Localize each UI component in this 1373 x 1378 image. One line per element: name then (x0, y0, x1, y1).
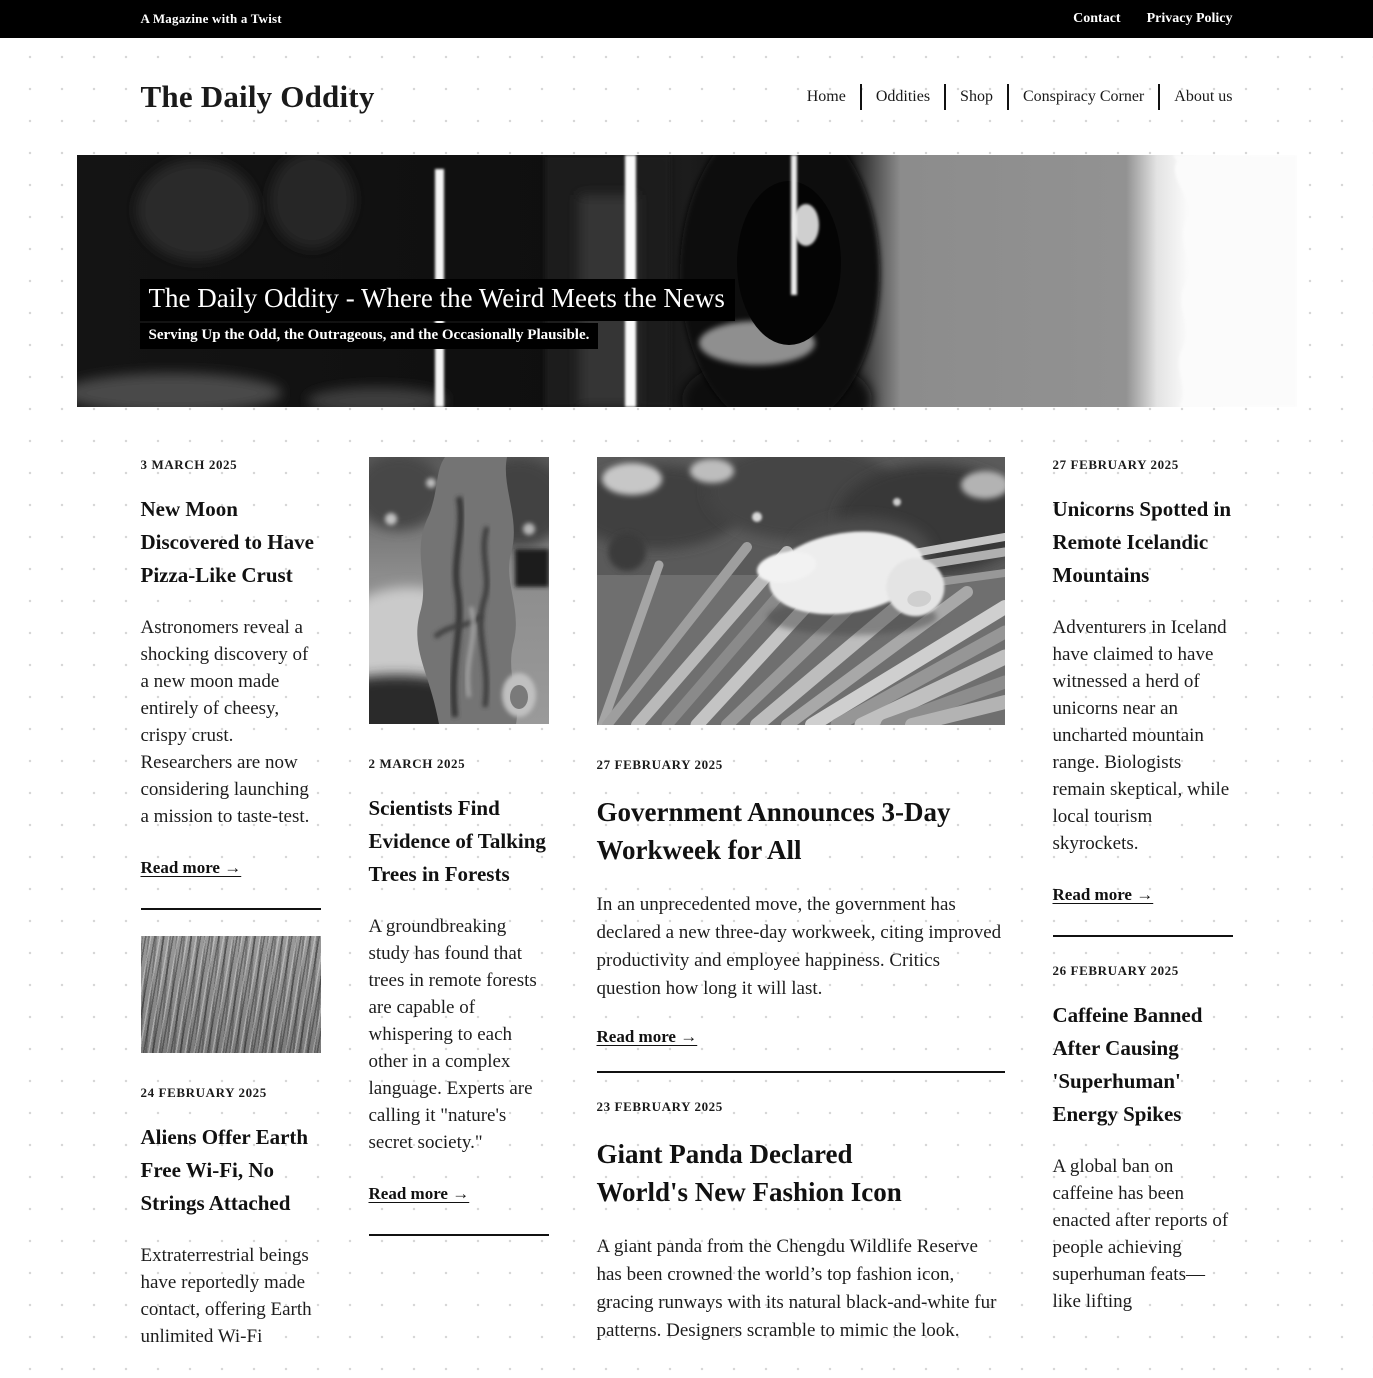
article-image-gnarled-tree[interactable] (369, 457, 549, 724)
article-card (141, 936, 321, 1350)
article-card (1053, 963, 1233, 1315)
hero-banner (77, 155, 1297, 407)
article-date: 27 FEBRUARY 2025 (1052, 457, 1179, 472)
site-title[interactable]: The Daily Oddity (140, 78, 375, 114)
article-excerpt: A giant panda from the Chengdu Wildlife Reserve has been crowned the world’s top fashion icon, gracing runways with its natural black-and-white fur patterns. Designers scramble to mimic the look. (596, 1236, 997, 1341)
article-card (597, 1099, 1005, 1345)
card-divider (1053, 935, 1233, 937)
card-divider (597, 1071, 1005, 1073)
nav-item-oddities[interactable]: Oddities (860, 84, 944, 110)
grid-column-2 (369, 457, 549, 1262)
article-date: 27 FEBRUARY 2025 (596, 757, 723, 772)
article-date: 23 FEBRUARY 2025 (596, 1099, 723, 1114)
site-tagline: A Magazine with a Twist (140, 11, 282, 26)
article-title[interactable]: Unicorns Spotted in Remote Icelandic Mountains (1052, 497, 1232, 587)
article-excerpt: A groundbreaking study has found that trees in remote forests are capable of whispering to each other in a complex language. Experts are calling it "nature's secret society." (368, 916, 537, 1153)
article-excerpt: Adventurers in Iceland have claimed to have witnessed a herd of unicorns near an uncharted mountain range. Biologists remain skeptical, while local tourism skyrockets. (1052, 617, 1230, 854)
read-more-link[interactable]: Read more → (596, 1027, 698, 1046)
site-header (0, 38, 1373, 155)
article-date: 24 FEBRUARY 2025 (140, 1085, 267, 1100)
article-card (597, 457, 1005, 1073)
hero-subtitle: Serving Up the Odd, the Outrageous, and the Occasionally Plausible. (140, 323, 599, 349)
read-more-link[interactable]: Read more → (1052, 885, 1154, 904)
article-card (1053, 457, 1233, 937)
article-date: 2 MARCH 2025 (368, 756, 466, 771)
article-title[interactable]: New Moon Discovered to Have Pizza-Like Crust (140, 497, 314, 587)
article-image-fur-texture[interactable] (141, 936, 321, 1053)
read-more-link[interactable]: Read more → (140, 858, 242, 877)
nav-item-home[interactable]: Home (806, 87, 846, 105)
read-more-link[interactable]: Read more → (368, 1184, 470, 1203)
card-divider (369, 1234, 549, 1236)
topbar (0, 0, 1373, 38)
article-image-cat-on-bamboo[interactable] (597, 457, 1005, 725)
article-title[interactable]: Caffeine Banned After Causing 'Superhuman' Energy Spikes (1052, 1003, 1203, 1126)
nav-item-shop[interactable]: Shop (944, 84, 1007, 110)
article-date: 26 FEBRUARY 2025 (1052, 963, 1179, 978)
hero-title: The Daily Oddity - Where the Weird Meets the News (140, 279, 735, 321)
article-title[interactable]: Aliens Offer Earth Free Wi-Fi, No Strings Attached (140, 1125, 309, 1215)
article-card (369, 457, 549, 1236)
article-title[interactable]: Giant Panda Declared World's New Fashion Icon (596, 1139, 902, 1207)
grid-column-3 (597, 457, 1005, 1369)
topbar-links (1073, 11, 1232, 27)
article-title[interactable]: Scientists Find Evidence of Talking Trees in Forests (368, 796, 546, 886)
article-excerpt: In an unprecedented move, the government has declared a new three-day workweek, citing improved productivity and employee happiness. Critics question how long it will last. (596, 894, 1002, 999)
main-nav (807, 84, 1233, 110)
contact-link[interactable]: Contact (1073, 11, 1121, 26)
grid-column-4 (1053, 457, 1233, 1343)
article-excerpt: Extraterrestrial beings have reportedly made contact, offering Earth unlimited Wi-Fi (140, 1245, 312, 1347)
article-title[interactable]: Government Announces 3-Day Workweek for All (596, 797, 951, 865)
nav-item-about-us[interactable]: About us (1158, 84, 1232, 110)
article-grid (141, 457, 1233, 1378)
grid-column-1 (141, 457, 321, 1378)
card-divider (141, 908, 321, 910)
article-card (141, 457, 321, 910)
nav-item-conspiracy-corner[interactable]: Conspiracy Corner (1007, 84, 1158, 110)
privacy-policy-link[interactable]: Privacy Policy (1146, 11, 1233, 26)
article-date: 3 MARCH 2025 (140, 457, 238, 472)
hero-caption (140, 279, 735, 349)
article-excerpt: A global ban on caffeine has been enacted after reports of people achieving superhuman feats— like lifting (1052, 1156, 1229, 1312)
article-excerpt: Astronomers reveal a shocking discovery of a new moon made entirely of cheesy, crispy crust. Researchers are now considering launching a mission to taste-test. (140, 617, 310, 827)
